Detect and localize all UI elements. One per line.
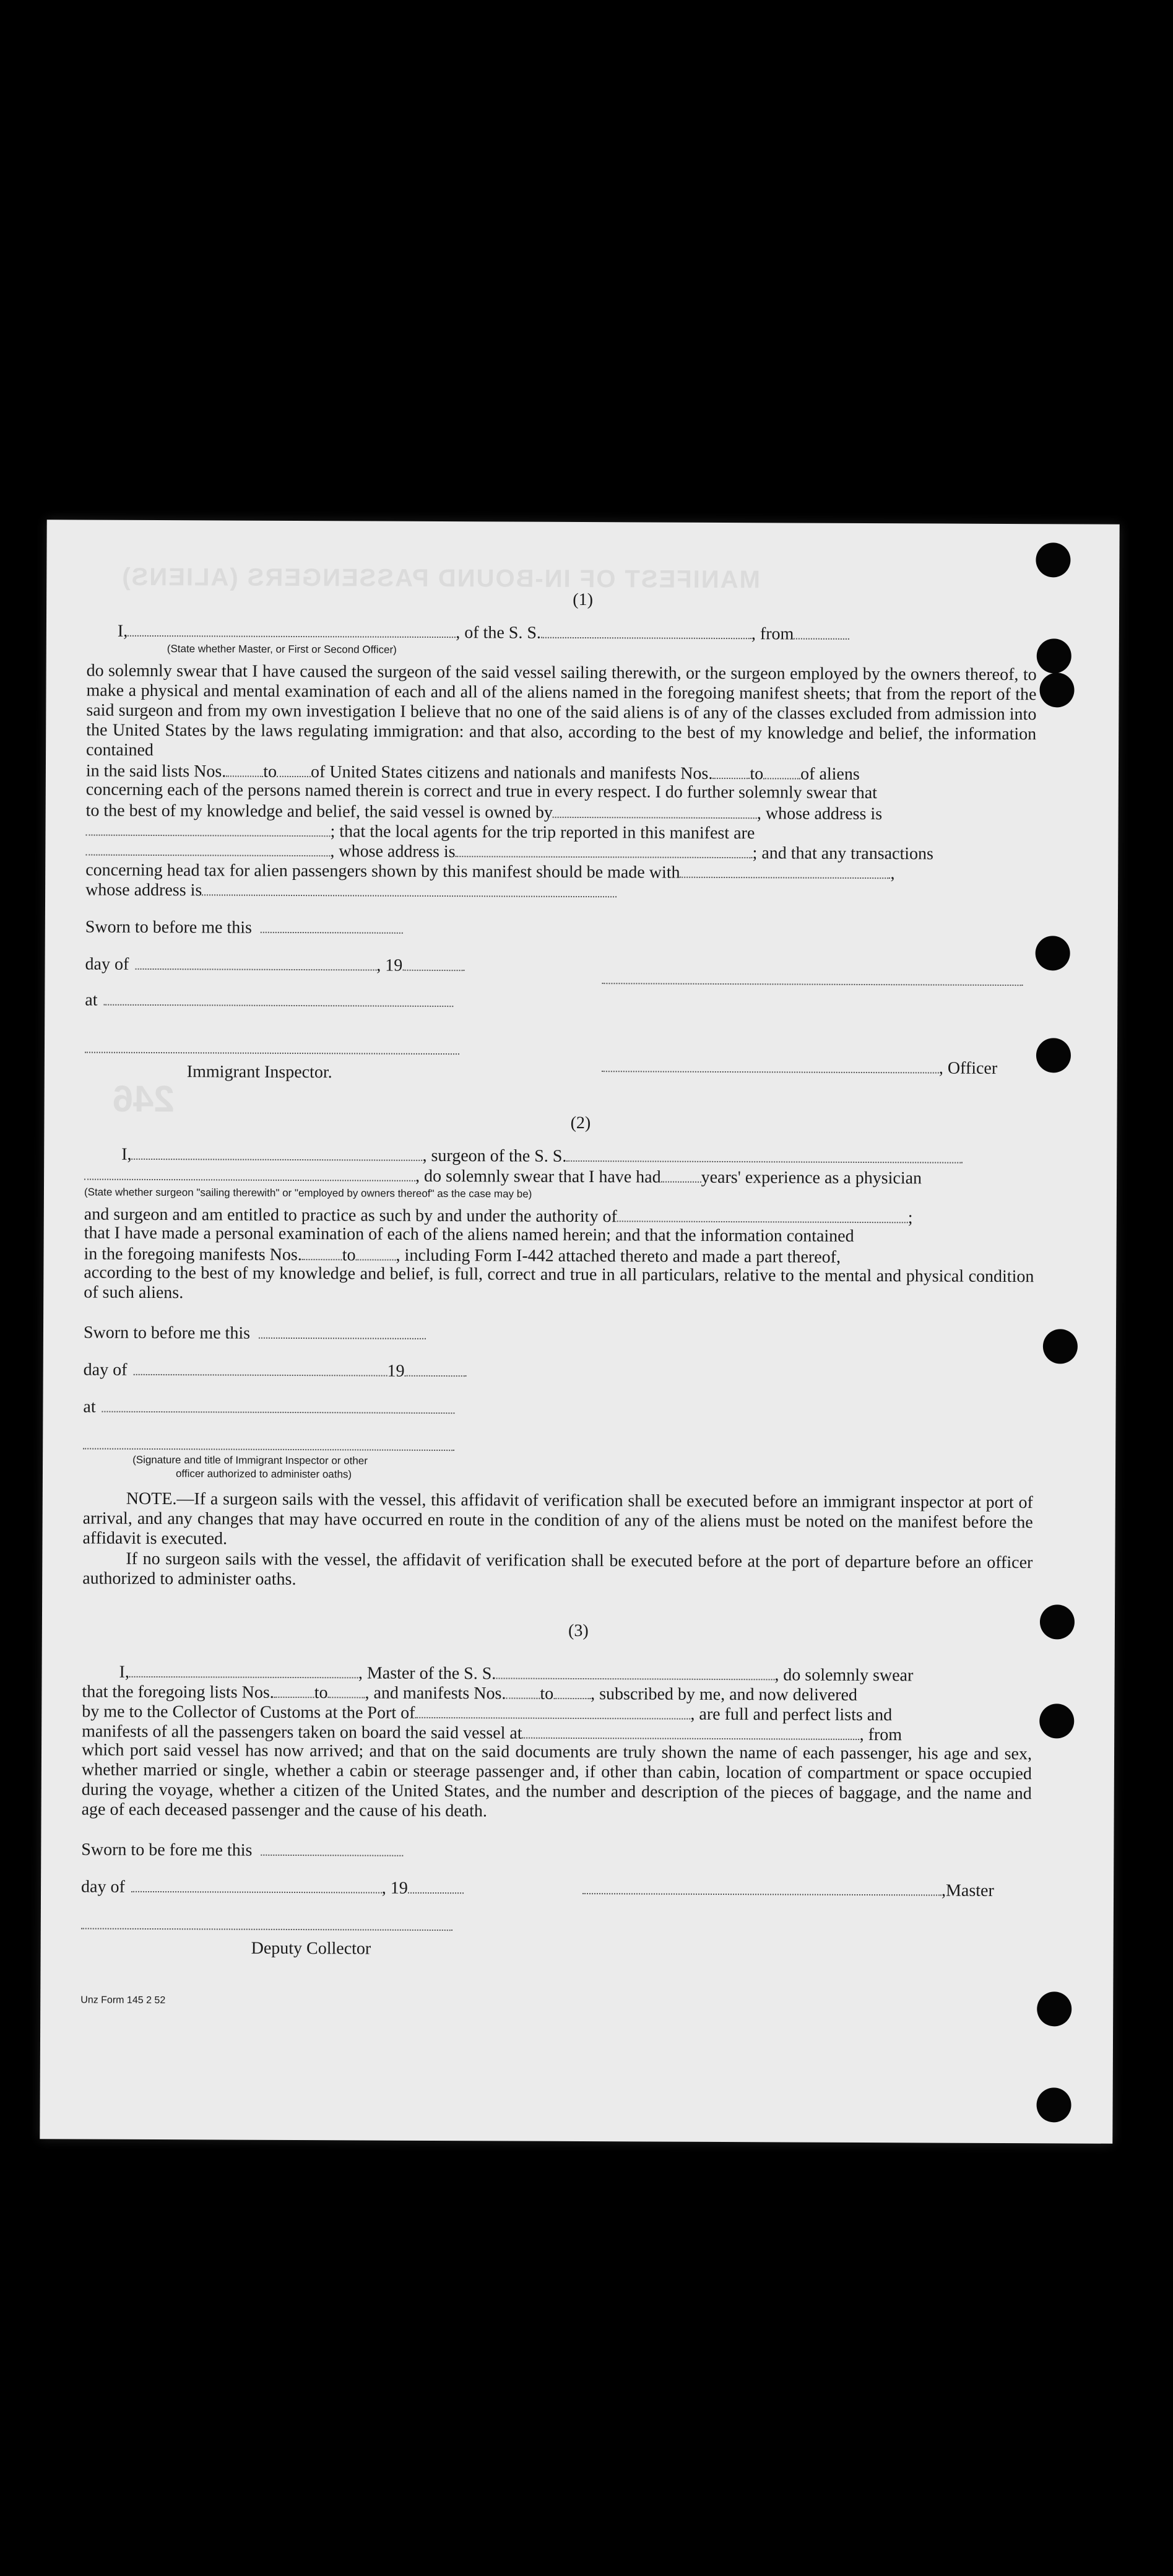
binder-hole bbox=[1037, 1991, 1071, 2026]
s2-note: (State whether surgeon "sailing therewith" or "employed by owners thereof" as the case may be) bbox=[84, 1186, 532, 1200]
s2-line-3: and surgeon and am entitled to practice as such by and under the authority of ; bbox=[84, 1204, 913, 1228]
s2-line-1: I, , surgeon of the S. S. bbox=[121, 1144, 1031, 1168]
section-2-number: (2) bbox=[570, 1113, 591, 1133]
s1-inspector-label: Immigrant Inspector. bbox=[186, 1062, 332, 1082]
s3-body: which port said vessel has now arrived; and that on the said documents are truly shown the name of each passenger, his age and sex, whether married or single, whether a cabin or steerage passenger and, if other than cabin, location of compartment or space occupied during the voyage, whether a citizen of the United States, and the number and description of the pieces of baggage, and the name and age of each deceased passenger and the cause of his death. bbox=[81, 1740, 1032, 1821]
s3-sworn: Sworn to be fore me this bbox=[81, 1838, 403, 1861]
s1-officer-note: (State whether Master, or First or Second Officer) bbox=[167, 643, 397, 656]
s2-sworn: Sworn to before me this bbox=[84, 1322, 426, 1344]
s3-line-4: manifests of all the passengers taken on board the said vessel at , from bbox=[82, 1721, 902, 1745]
s1-sworn: Sworn to before me this bbox=[85, 916, 403, 939]
s3-collector-label: Deputy Collector bbox=[251, 1938, 371, 1959]
s1-line-2: in the said lists Nos. to of United States citizens and nationals and manifests Nos. to of aliens bbox=[85, 761, 860, 784]
s1-at: at bbox=[85, 990, 453, 1012]
s2-line-2: , do solemnly swear that I have had years' experience as a physician bbox=[84, 1164, 1034, 1190]
s1-officer-line bbox=[602, 968, 1023, 991]
binder-hole bbox=[1039, 1704, 1074, 1738]
binder-hole bbox=[1036, 542, 1070, 577]
s3-line-3: by me to the Collector of Customs at the Port of , are full and perfect lists and bbox=[82, 1702, 893, 1725]
s1-line-3: to the best of my knowledge and belief, the said vessel is owned by , whose address is bbox=[85, 801, 883, 824]
s1-line-4: ; that the local agents for the trip reported in this manifest are bbox=[85, 820, 1036, 845]
s1-body-2: concerning each of the persons named therein is correct and true in every respect. I do further solemnly swear that bbox=[85, 780, 878, 803]
binder-hole bbox=[1037, 638, 1071, 673]
binder-hole bbox=[1039, 672, 1074, 707]
s3-master: ,Master bbox=[582, 1878, 994, 1901]
s2-body-1: that I have made a personal examination of each of the aliens named herein; and that the information contained bbox=[84, 1223, 854, 1246]
s2-at: at bbox=[83, 1396, 454, 1419]
s2-day: day of 19 bbox=[84, 1359, 467, 1382]
s1-body-1: do solemnly swear that I have caused the surgeon of the said vessel sailing therewith, or the surgeon employed by the owners thereof, to make a physical and mental examination of each and all of the aliens named in the foregoing manifest sheets; that from the report of the said surgeon and from my own investigation I believe that no one of the said aliens is of any of the classes excluded from admission into the United States by the laws regulating immigration: and that also, according to the best of my knowledge and belief, the information contained bbox=[86, 661, 1037, 760]
bleed-through-number: 246 bbox=[112, 1077, 175, 1120]
s1-day: day of , 19 bbox=[85, 954, 465, 977]
form-number: Unz Form 145 2 52 bbox=[80, 1995, 166, 2006]
bleed-through-header: MANIFEST OF IN-BOUND PASSENGERS (ALIENS) bbox=[121, 563, 761, 594]
manifest-page bbox=[40, 520, 1119, 2144]
s2-body-2: according to the best of my knowledge and belief, is full, correct and true in all particulars, relative to the mental and physical condition of such aliens. bbox=[84, 1263, 1034, 1303]
s3-day: day of , 19 bbox=[81, 1876, 464, 1899]
s3-line-2: that the foregoing lists Nos. to , and manifests Nos. to , subscribed by me, and now delivered bbox=[82, 1682, 858, 1705]
s1-line-1: I, , of the S. S. , from bbox=[118, 620, 984, 645]
s2-note-paragraph-2: If no surgeon sails with the vessel, the affidavit of verification shall be executed before at the port of departure before an officer authorized to administer oaths. bbox=[82, 1549, 1033, 1590]
binder-hole bbox=[1036, 2087, 1071, 2122]
s1-officer-label: , Officer bbox=[602, 1056, 997, 1079]
s3-line-1: I, , Master of the S. S. , do solemnly swear bbox=[119, 1662, 914, 1686]
s2-line-4: in the foregoing manifests Nos. to , including Form I-442 attached thereto and made a part thereof, bbox=[84, 1244, 841, 1267]
s1-line-7: whose address is bbox=[85, 879, 1036, 905]
s1-inspector-sig-line bbox=[85, 1037, 459, 1060]
s2-sig-note-2: officer authorized to administer oaths) bbox=[175, 1468, 352, 1481]
binder-hole bbox=[1036, 936, 1070, 970]
binder-hole bbox=[1043, 1329, 1078, 1364]
s2-note-paragraph-1: NOTE.—If a surgeon sails with the vessel, this affidavit of verification shall be executed before an immigrant inspector at port of arrival, and any changes that may have occurred en route in the condition of any of the aliens must be noted on the manifest before the affidavit is executed. bbox=[82, 1489, 1033, 1549]
binder-hole bbox=[1036, 1038, 1071, 1073]
s2-sig-note-1: (Signature and title of Immigrant Inspector or other bbox=[132, 1453, 368, 1467]
section-1-number: (1) bbox=[573, 590, 594, 610]
s1-line-6: concerning head tax for alien passengers shown by this manifest should be made with , bbox=[85, 860, 895, 884]
s1-line-5: , whose address is ; and that any transactions bbox=[85, 840, 1036, 865]
section-3-number: (3) bbox=[568, 1621, 589, 1641]
s2-sig-line bbox=[83, 1434, 454, 1456]
s3-collector-line bbox=[81, 1913, 452, 1936]
